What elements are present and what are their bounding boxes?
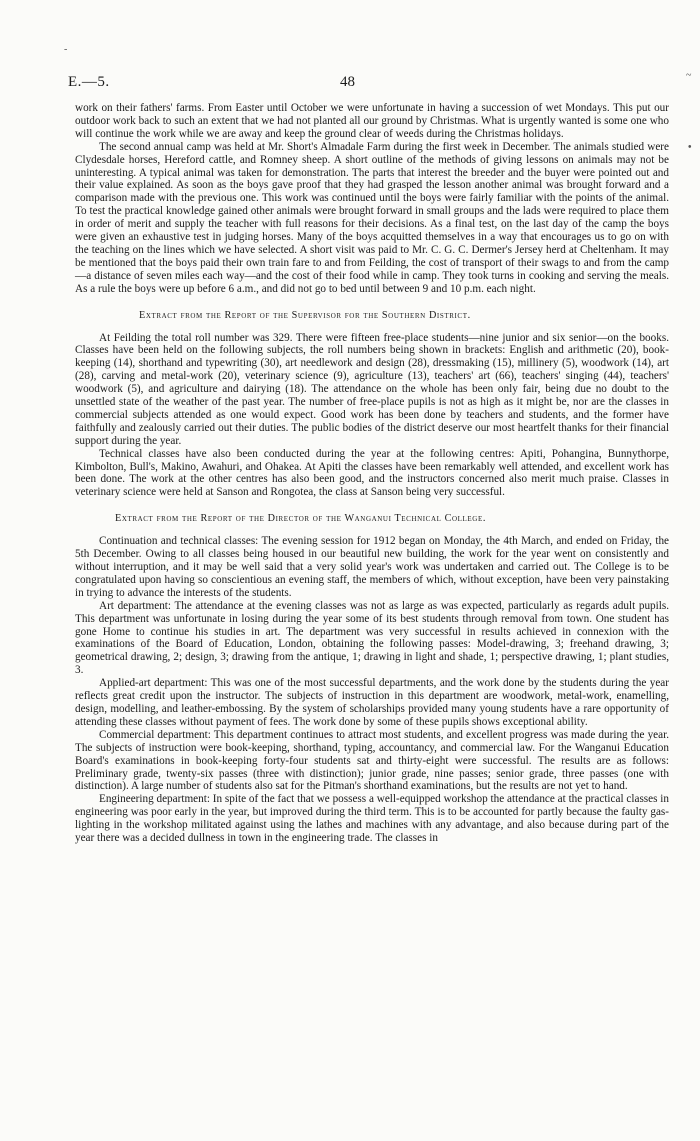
paragraph-commercial: Commercial department: This department continues to attract most students, and excellent progress was made during the year. The subjects of instruction were book-keeping, shorthand, typing, accountancy, and commercial law. For the Wanganui Education Board's examinations in book-keeping forty-four students sat and thirty-eight were successful. The results are as follows: Preliminary grade, twenty-six passes (three with distinction); junior grade, nine passes; senior grade, three passes (one with distinction). A large number of students also sat for the Pitman's shorthand examinations, but the results are not yet to hand. [75, 728, 669, 793]
paragraph-art-department: Art department: The attendance at the evening classes was not as large as was expected, particularly as regards adult pupils. This department was unfortunate in losing during the year some of its best students through removal from town. One student has gone Home to continue his studies in art. The department was very successful in results achieved in connexion with the examinations of the Board of Education, London, obtaining the following passes: Model-drawing, 3; freehand drawing, 3; geometrical drawing, 2; design, 3; drawing from the antique, 1; drawing in light and shade, 1; perspective drawing, 1; plant studies, 3. [75, 599, 669, 677]
margin-mark-right: ~ [686, 70, 692, 81]
paragraph-applied-art: Applied-art department: This was one of the most successful departments, and the work done by the students during the year reflects great credit upon the instructor. The subjects of instruction in this department are woodwork, metal-work, enamelling, design, modelling, and leather-embossing. By the system of scholarships provided many young students have a rare opportunity of attending these classes without payment of fees. The work done by some of these pupils shows exceptional ability. [75, 677, 669, 728]
page-number: 48 [340, 74, 355, 90]
paragraph-annual-camp: The second annual camp was held at Mr. Short's Almadale Farm during the first week in December. The animals studied were Clydesdale horses, Hereford cattle, and Romney sheep. A short outline of the methods of giving lessons on animals may not be uninteresting. A typical animal was taken for demonstration. The parts that interest the breeder and the buyer were pointed out and their value explained. As soon as the boys gave proof that they had grasped the lesson another animal was brought forward and a comparison made with the previous one. This work was continued until the boys were fairly familiar with the points of the animal. To test the practical knowledge gained other animals were brought forward in small groups and the lads were required to place them in order of merit and supply the teacher with full reasons for their decisions. As a final test, on the last day of the camp the boys were given an exhaustive test in judging horses. Many of the boys acquitted themselves in a way that encourages us to go on with the teaching on the lines which we have selected. A short visit was paid to Mr. C. G. C. Dermer's Jersey herd at Cheltenham. It may be mentioned that the boys paid their own train fare to and from Feilding, the cost of transport of their swags to and from the camp—a distance of seven miles each way—and the cost of their food while in camp. They took turns in cooking and serving the meals. As a rule the boys were up before 6 a.m., and did not go to bed until between 9 and 10 p.m. each night. [75, 140, 669, 295]
paragraph-technical-centres: Technical classes have also been conducted during the year at the following centres: Apiti, Pohangina, Bunnythorpe, Kimbolton, Bull's, Makino, Awahuri, and Ohakea. At Apiti the classes have been remarkably well attended, and excellent work has been done. The work at the other centres has also been good, and the instructors concerned also merit much praise. Classes in veterinary science were held at Sanson and Rongotea, the class at Sanson being very successful. [75, 447, 669, 499]
page-header [68, 74, 669, 96]
section-heading-wanganui-college: Extract from the Report of the Director of the Wanganui Technical College. [115, 513, 486, 525]
margin-mark-right-dot: • [688, 142, 692, 153]
paragraph-feilding: At Feilding the total roll number was 329. There were fifteen free-place students—nine junior and six senior—on the books. Classes have been held on the following subjects, the roll numbers being shown in brackets: English and arithmetic (20), book-keeping (14), shorthand and typewriting (30), art needlework and design (28), dressmaking (15), millinery (5), woodwork (14), art (28), carving and metal-work (20), veterinary science (9), agriculture (13), teachers' art (66), teachers' singing (44), teachers' woodwork (5), and agriculture and dairying (18). The attendance on the whole has been only fair, being due no doubt to the unsettled state of the weather of the past year. The number of free-place pupils is not as high as it might be, nor are the classes in commercial subjects attended as one would expect. Good work has been done by teachers and students, and the former have faithfully and zealously carried out their duties. The public bodies of the district deserve our most heartfelt thanks for their financial support during the year. [75, 331, 669, 447]
document-reference: E.—5. [68, 74, 110, 90]
paragraph-engineering: Engineering department: In spite of the fact that we possess a well-equipped workshop the attendance at the practical classes in engineering was poor early in the year, but improved during the third term. This is to be accounted for partly because the faulty gas-lighting in the workshop militated against using the lathes and machines with any advantage, and also because during part of the year there was a decided dullness in town in the engineering trade. The classes in [75, 793, 669, 845]
document-body [75, 102, 669, 845]
paragraph-farm-work: work on their fathers' farms. From Easter until October we were unfortunate in having a succession of wet Mondays. This put our outdoor work back to such an extent that we had not planted all our ground by Christmas. What is urgently wanted is some one who will continue the work while we are away and keep the ground clear of weeds during the Christmas holidays. [75, 102, 669, 140]
section-heading-southern-district: Extract from the Report of the Supervisor for the Southern District. [139, 309, 471, 321]
paragraph-continuation-classes: Continuation and technical classes: The evening session for 1912 began on Monday, the 4th March, and ended on Friday, the 5th December. Owing to all classes being housed in our beautiful new building, the work for the year went on consistently and without interruption, and it may be well said that a very solid year's work was undertaken and carried out. The College is to be congratulated upon having so conscientious an evening staff, the members of which, without exception, have been very painstaking in trying to advance the interests of the students. [75, 535, 669, 599]
margin-mark-top: - [64, 44, 68, 55]
